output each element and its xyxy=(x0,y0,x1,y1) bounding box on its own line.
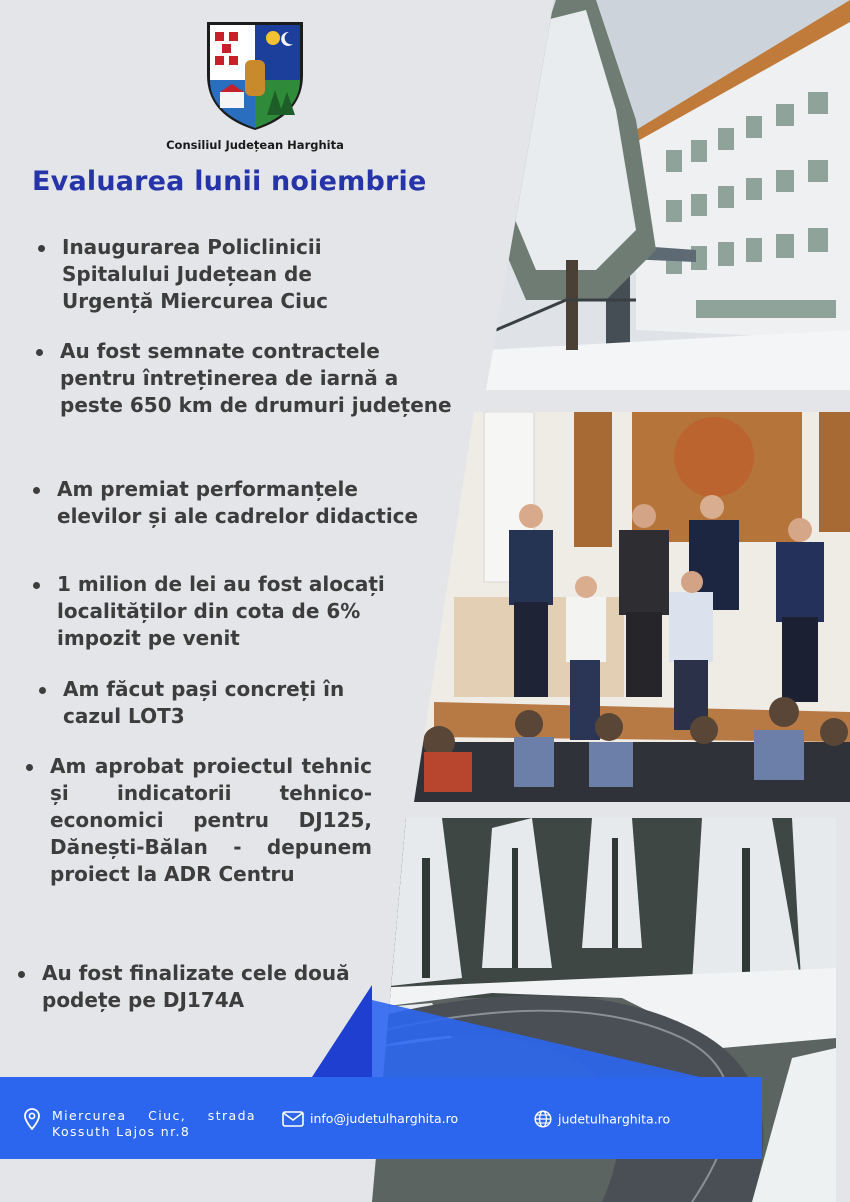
list-item xyxy=(39,676,399,730)
globe-icon xyxy=(534,1110,552,1128)
envelope-icon xyxy=(282,1111,304,1127)
email-link[interactable] xyxy=(282,1110,458,1127)
address-block xyxy=(22,1108,258,1140)
list-item-text: Inaugurarea Policlinicii Spitalului Județean de Urgență Miercurea Ciuc xyxy=(62,235,329,313)
list-item xyxy=(36,338,456,419)
list-item-text: Am premiat performanțele elevilor și ale cadrelor didactice xyxy=(57,477,419,528)
website-link[interactable] xyxy=(534,1110,670,1128)
list-item-text: 1 milion de lei au fost alocați localităților din cota de 6% impozit pe venit xyxy=(57,572,385,650)
contact-footer xyxy=(0,1077,762,1159)
address-text: Miercurea Ciuc, strada Kossuth Lajos nr.8 xyxy=(52,1108,256,1139)
bullet-dot-icon xyxy=(18,971,25,978)
list-item-text: Am făcut pași concreți în cazul LOT3 xyxy=(63,677,345,728)
bullet-dot-icon xyxy=(33,487,40,494)
website-text: judetulharghita.ro xyxy=(558,1111,671,1127)
location-pin-icon xyxy=(22,1108,42,1130)
list-item xyxy=(26,753,372,888)
list-item-text: Au fost finalizate cele două podețe pe DJ174A xyxy=(42,961,350,1012)
organization-name: Consiliul Județean Harghita xyxy=(166,138,344,152)
list-item-text: Am aprobat proiectul tehnic și indicatorii tehnico-economici pentru DJ125, Dănești-Bălan - depunem proiect la ADR Centru xyxy=(50,754,372,886)
bullet-dot-icon xyxy=(38,245,45,252)
list-item xyxy=(38,234,378,315)
list-item-text: Au fost semnate contractele pentru întreținerea de iarnă a peste 650 km de drumuri județene xyxy=(60,339,452,417)
list-item xyxy=(18,960,378,1014)
bullet-dot-icon xyxy=(39,687,46,694)
email-text: info@judetulharghita.ro xyxy=(310,1111,459,1126)
bullet-dot-icon xyxy=(26,764,33,771)
hospital-photo xyxy=(486,0,850,390)
county-coat-of-arms-icon xyxy=(205,20,305,132)
award-ceremony-photo xyxy=(414,412,850,802)
bullet-dot-icon xyxy=(33,582,40,589)
bullet-dot-icon xyxy=(36,349,43,356)
page-title: Evaluarea lunii noiembrie xyxy=(32,166,427,197)
list-item xyxy=(33,571,433,652)
list-item xyxy=(33,476,433,530)
